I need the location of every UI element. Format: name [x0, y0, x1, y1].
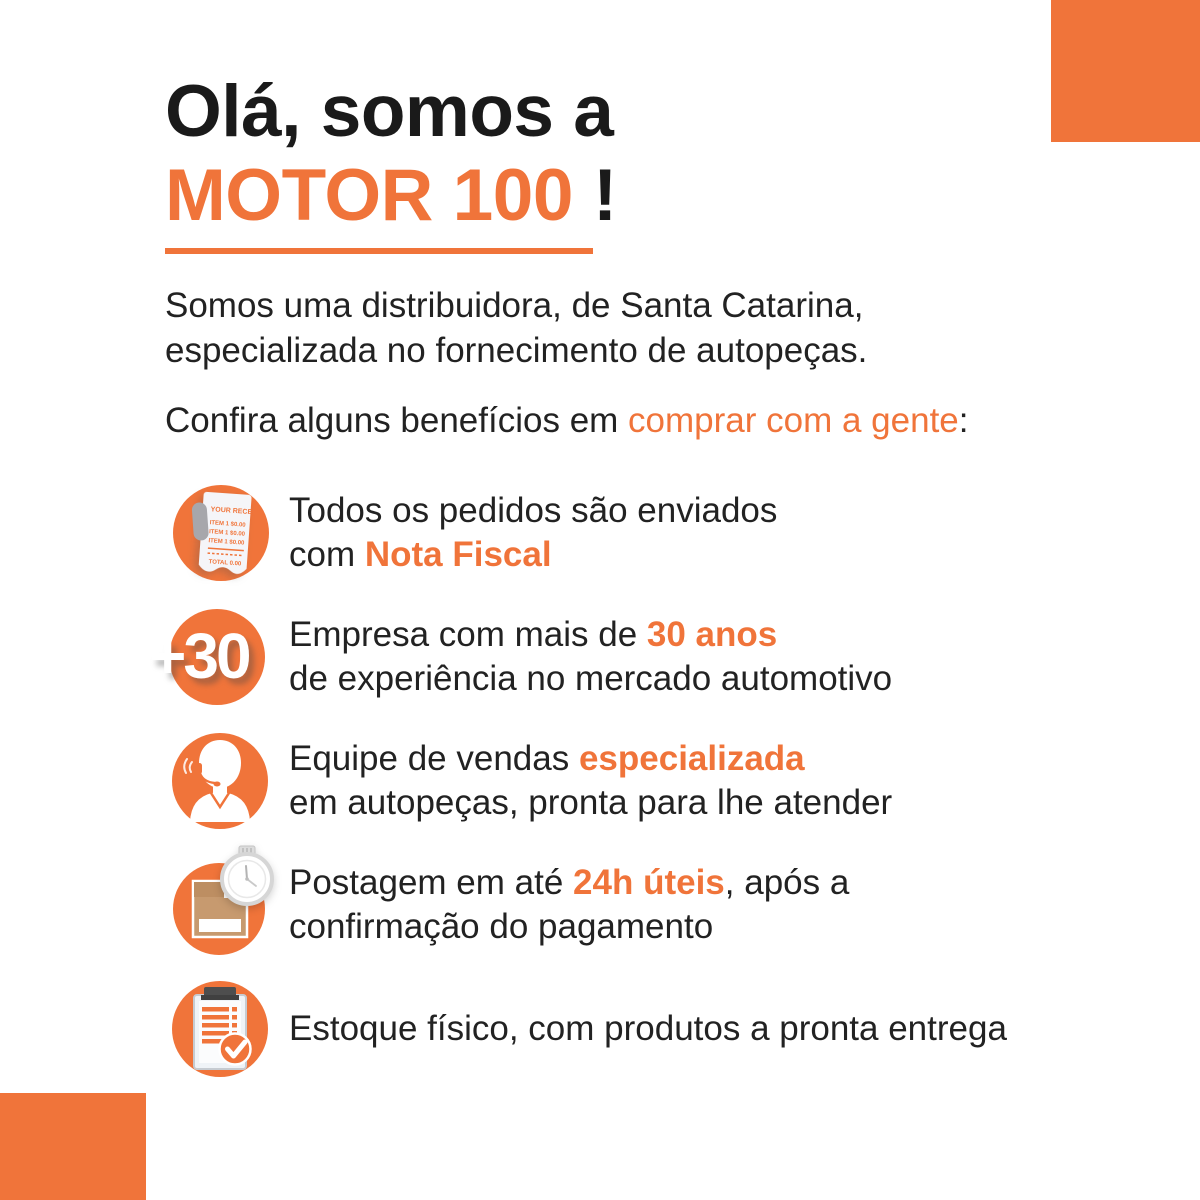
benefit-accent-especializada: especializada — [578, 739, 805, 779]
benefits-list — [149, 478, 1115, 1084]
benefit-accent-24h-uteis: 24h úteis — [573, 863, 725, 903]
benefit-item-estoque-fisico — [165, 974, 1115, 1084]
benefit-item-30-anos — [149, 602, 1115, 712]
benefit-text — [289, 1007, 1007, 1051]
benefit-text-segment: em autopeças, pronta para lhe atender — [289, 783, 893, 823]
page-title — [165, 70, 1115, 254]
intro-paragraph — [165, 284, 1115, 374]
benefit-text-segment: Todos os pedidos são enviados — [289, 491, 778, 531]
benefits-intro-highlight: comprar com a gente — [628, 401, 959, 441]
receipt-price-text: $0.00 — [229, 539, 245, 547]
receipt-item-text: ITEM 1 — [209, 520, 230, 528]
receipt-price-text: $0.00 — [229, 530, 246, 538]
receipt-total-text: TOTAL 0.00 — [208, 559, 242, 568]
checklist-clipboard-icon — [165, 974, 275, 1084]
benefit-text-segment: Equipe de vendas — [289, 739, 579, 779]
decorative-square-bottom-left — [0, 1093, 146, 1200]
title-greeting: Olá, somos a — [165, 71, 614, 152]
receipt-icon — [165, 478, 275, 588]
benefit-item-postagem-24h — [165, 850, 1115, 960]
package-stopwatch-icon — [165, 850, 275, 960]
benefit-text-segment: , após a — [724, 863, 850, 903]
receipt-title-text: YOUR RECEIPT — [210, 506, 264, 518]
plus-30-label: +30 — [149, 620, 249, 693]
receipt-item-text: ITEM 1 — [208, 538, 228, 546]
benefit-text — [289, 613, 892, 701]
benefit-text — [289, 861, 849, 949]
receipt-price-text: $0.00 — [230, 521, 246, 529]
benefit-text — [289, 489, 777, 577]
benefit-text-segment: de experiência no mercado automotivo — [289, 659, 893, 699]
plus-30-years-badge — [149, 602, 275, 712]
intro-line-1: Somos uma distribuidora, de Santa Catarina, — [165, 285, 864, 325]
benefit-text-segment: confirmação do pagamento — [289, 907, 714, 947]
benefit-text-segment: com — [289, 535, 365, 575]
benefit-text-segment: Empresa com mais de — [289, 615, 647, 655]
benefit-accent-30-anos: 30 anos — [646, 615, 778, 655]
brand-name: MOTOR 100 — [165, 154, 593, 254]
support-agent-icon — [165, 726, 275, 836]
benefit-item-nota-fiscal — [165, 478, 1115, 588]
benefits-intro — [165, 399, 1115, 444]
benefit-item-equipe-especializada — [165, 726, 1115, 836]
benefit-accent-nota-fiscal: Nota Fiscal — [364, 535, 552, 575]
benefits-intro-suffix: : — [958, 401, 969, 441]
intro-line-2: especializada no fornecimento de autopeças. — [165, 330, 868, 370]
benefit-text — [289, 737, 892, 825]
title-exclamation: ! — [592, 154, 617, 236]
benefits-intro-prefix: Confira alguns benefícios em — [165, 401, 629, 441]
benefit-text-segment: Postagem em até — [289, 863, 574, 903]
receipt-item-text: ITEM 1 — [208, 529, 229, 537]
title-brand-line — [165, 154, 1115, 254]
content-area — [149, 70, 1115, 1098]
benefit-text-segment: Estoque físico, com produtos a pronta entrega — [289, 1009, 1007, 1049]
